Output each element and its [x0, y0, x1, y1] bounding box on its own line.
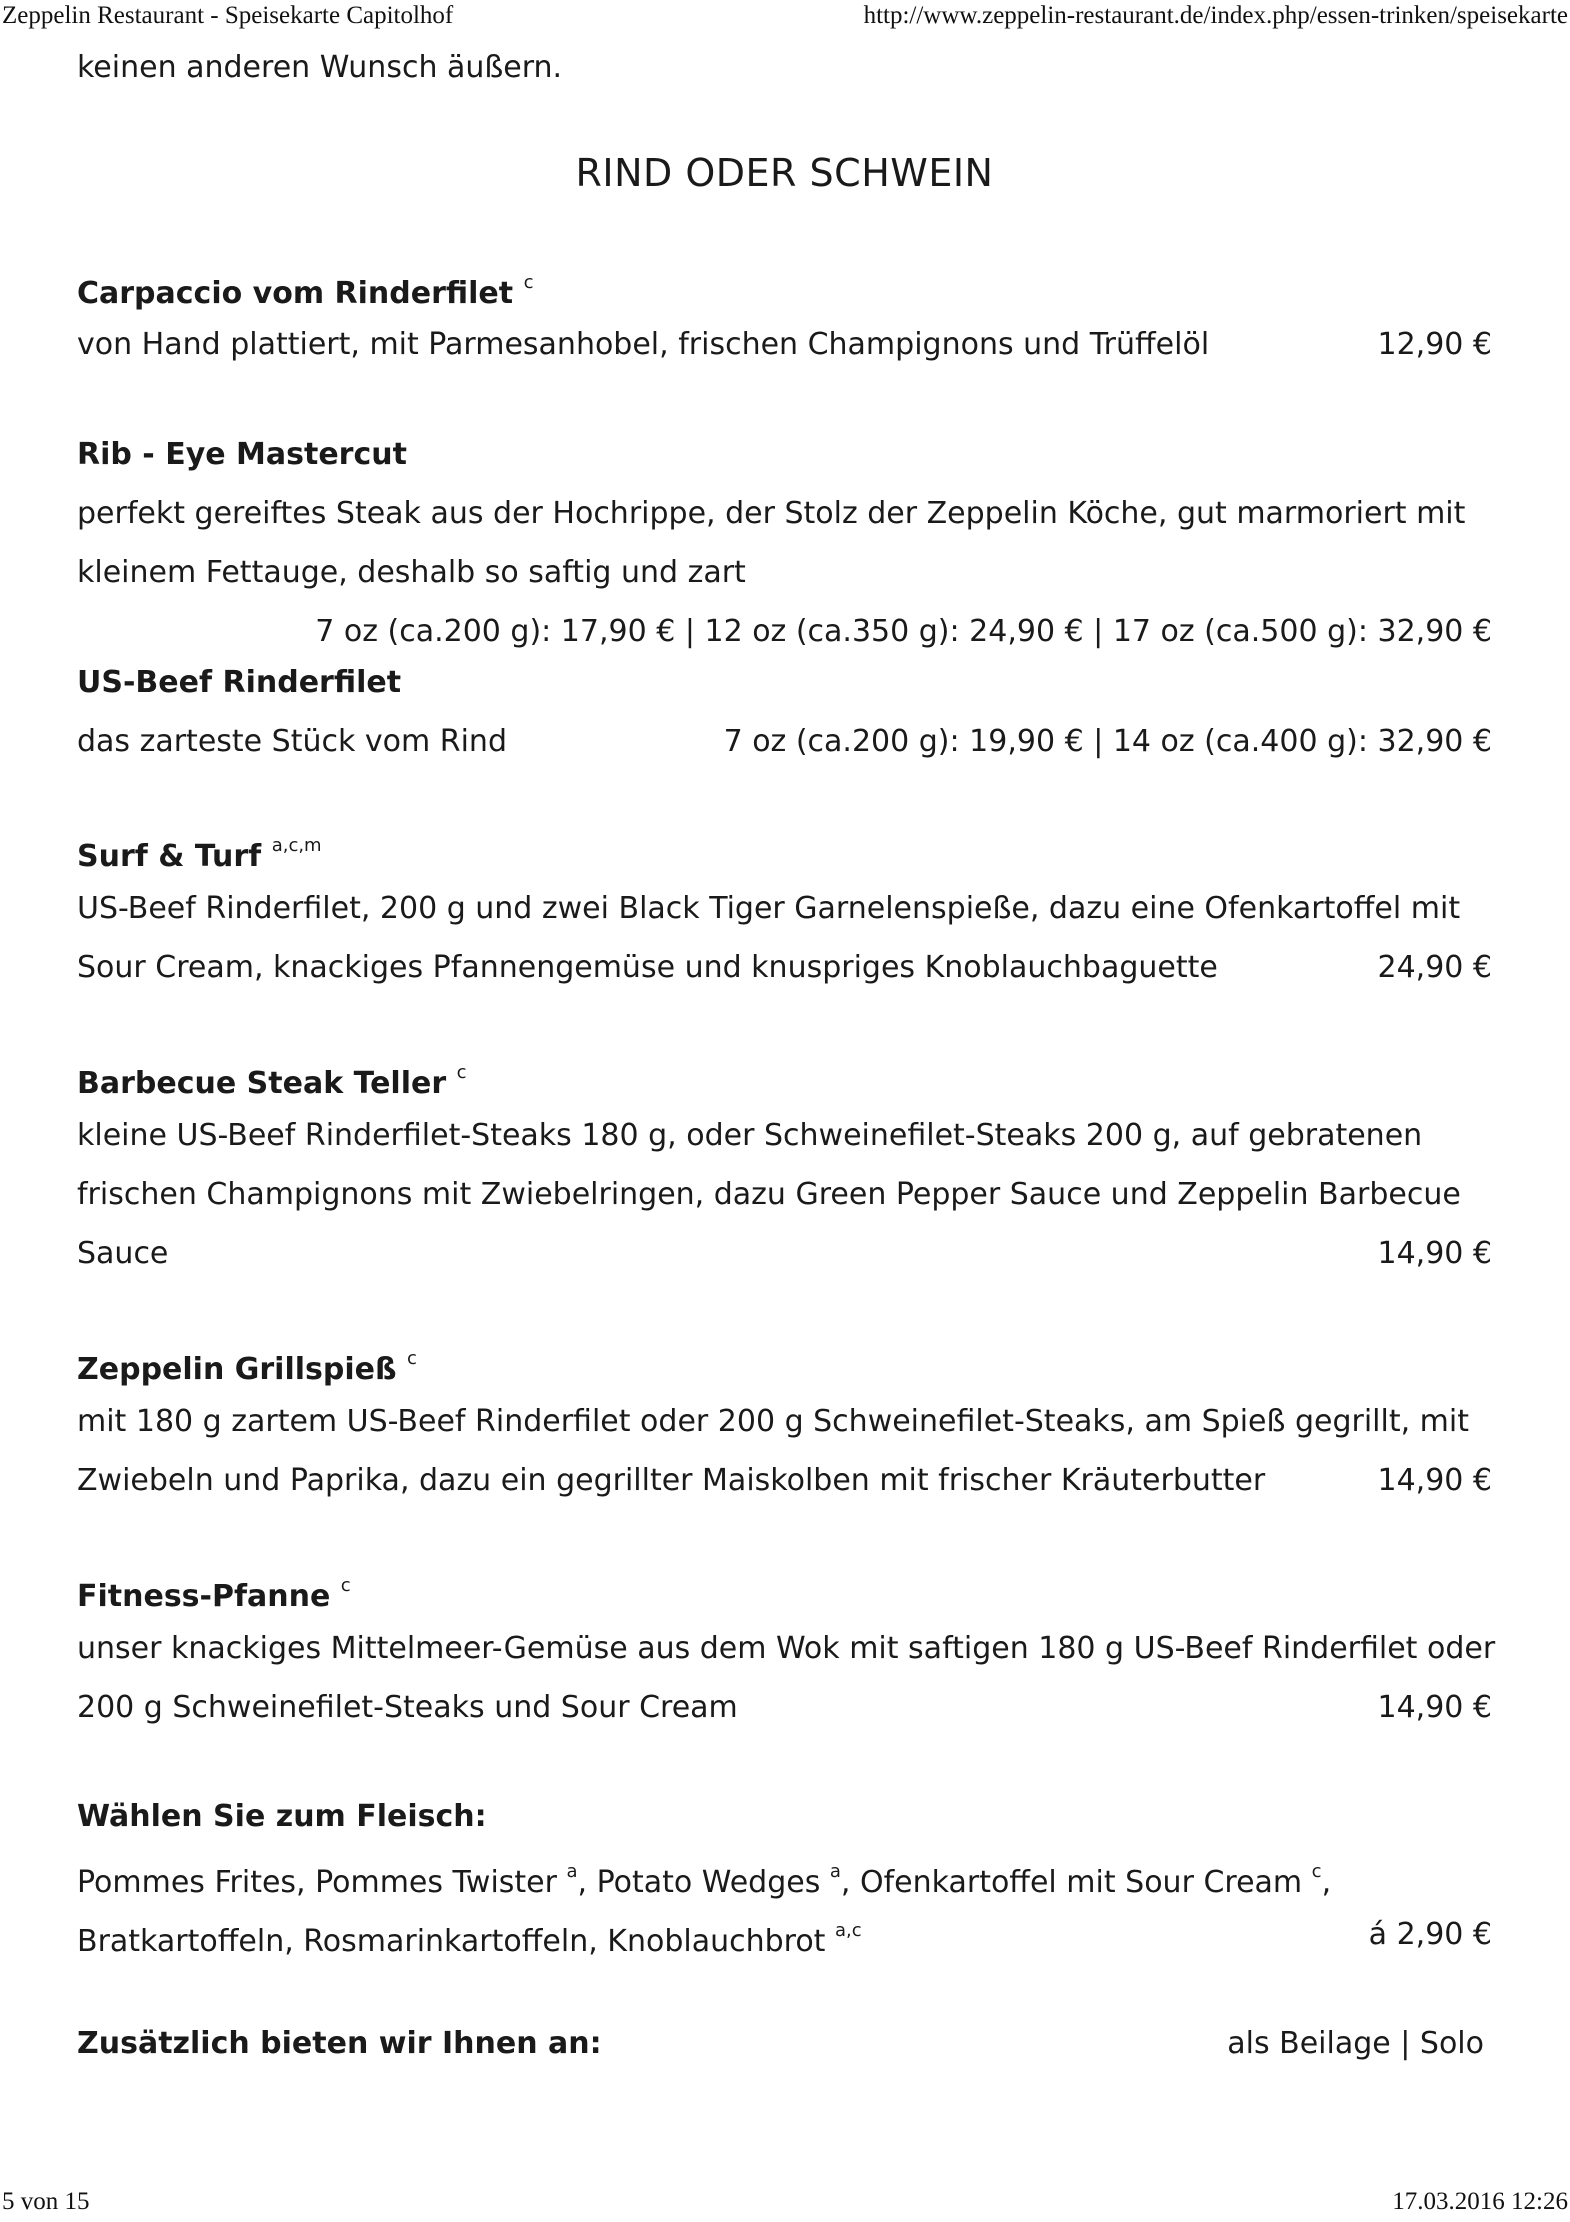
print-header-title: Zeppelin Restaurant - Speisekarte Capitolhof: [2, 2, 454, 29]
dish-description: frischen Champignons mit Zwiebelringen, dazu Green Pepper Sauce und Zeppelin Barbecue: [77, 1177, 1461, 1212]
dish-price: 7 oz (ca.200 g): 19,90 € | 14 oz (ca.400 g): 32,90 €: [723, 724, 1492, 759]
dish-title: [77, 663, 401, 703]
extras-columns: als Beilage | Solo: [1227, 2026, 1484, 2061]
allergen-marker: a,c,m: [271, 835, 322, 856]
side-text: ,: [1321, 1865, 1332, 1900]
print-footer: [0, 2186, 1570, 2220]
print-header-url[interactable]: http://www.zeppelin-restaurant.de/index.php/essen-trinken/speisekarte: [863, 2, 1568, 29]
dish-title: [77, 1570, 351, 1617]
dish-name: Carpaccio vom Rinderfilet: [77, 276, 514, 311]
sides-price: á 2,90 €: [1368, 1917, 1492, 1952]
dish-name: Surf & Turf: [77, 839, 262, 874]
dish-name: Zeppelin Grillspieß: [77, 1352, 397, 1387]
allergen-marker: c: [456, 1062, 467, 1083]
dish-name: Rib - Eye Mastercut: [77, 437, 407, 472]
side-text: , Ofenkartoffel mit Sour Cream: [840, 1865, 1312, 1900]
dish-price: 24,90 €: [1377, 950, 1492, 985]
allergen-marker: c: [523, 272, 534, 293]
dish-description: Sour Cream, knackiges Pfannengemüse und knuspriges Knoblauchbaguette: [77, 950, 1218, 985]
dish-title: [77, 1057, 467, 1104]
dish-price: 7 oz (ca.200 g): 17,90 € | 12 oz (ca.350 g): 24,90 € | 17 oz (ca.500 g): 32,90 €: [315, 614, 1492, 649]
dish-title: [77, 830, 322, 877]
dish-description: kleinem Fettauge, deshalb so saftig und zart: [77, 555, 746, 590]
dish-name: Barbecue Steak Teller: [77, 1066, 447, 1101]
print-header: [0, 0, 1570, 34]
dish-price: 14,90 €: [1377, 1690, 1492, 1725]
allergen-marker: a: [829, 1861, 841, 1882]
sides-line: [77, 1856, 1331, 1903]
allergen-marker: a,c: [834, 1920, 862, 1941]
extras-title: Zusätzlich bieten wir Ihnen an:: [77, 2026, 602, 2061]
dish-description: mit 180 g zartem US-Beef Rinderfilet oder 200 g Schweinefilet-Steaks, am Spieß gegrillt, mit: [77, 1404, 1469, 1439]
dish-description: US-Beef Rinderfilet, 200 g und zwei Black Tiger Garnelenspieße, dazu eine Ofenkartoffel mit: [77, 891, 1461, 926]
dish-title: [77, 1343, 417, 1390]
sides-title: Wählen Sie zum Fleisch:: [77, 1799, 487, 1834]
allergen-marker: c: [1311, 1861, 1322, 1882]
dish-price: 14,90 €: [1377, 1463, 1492, 1498]
dish-price: 12,90 €: [1377, 327, 1492, 362]
dish-description: Zwiebeln und Paprika, dazu ein gegrillter Maiskolben mit frischer Kräuterbutter: [77, 1463, 1266, 1498]
dish-title: [77, 267, 533, 314]
side-text: , Potato Wedges: [577, 1865, 830, 1900]
dish-description: 200 g Schweinefilet-Steaks und Sour Cream: [77, 1690, 738, 1725]
allergen-marker: c: [340, 1575, 351, 1596]
side-text: Bratkartoffeln, Rosmarinkartoffeln, Knoblauchbrot: [77, 1924, 835, 1959]
section-heading: RIND ODER SCHWEIN: [575, 151, 994, 195]
print-datetime: 17.03.2016 12:26: [1392, 2188, 1568, 2215]
dish-description: von Hand plattiert, mit Parmesanhobel, frischen Champignons und Trüffelöl: [77, 327, 1210, 362]
dish-name: Fitness-Pfanne: [77, 1579, 331, 1614]
dish-description: Sauce: [77, 1236, 169, 1271]
sides-line: [77, 1915, 862, 1962]
dish-name: US-Beef Rinderfilet: [77, 665, 402, 700]
dish-description: kleine US-Beef Rinderfilet-Steaks 180 g, oder Schweinefilet-Steaks 200 g, auf gebratenen: [77, 1118, 1423, 1153]
dish-title: [77, 435, 407, 475]
dish-description: unser knackiges Mittelmeer-Gemüse aus dem Wok mit saftigen 180 g US-Beef Rinderfilet oder: [77, 1631, 1496, 1666]
dish-description: perfekt gereiftes Steak aus der Hochrippe, der Stolz der Zeppelin Köche, gut marmoriert mit: [77, 496, 1466, 531]
dish-description: das zarteste Stück vom Rind: [77, 724, 507, 759]
page-number: 5 von 15: [2, 2188, 90, 2215]
allergen-marker: a: [566, 1861, 578, 1882]
intro-text: keinen anderen Wunsch äußern.: [77, 50, 563, 85]
dish-price: 14,90 €: [1377, 1236, 1492, 1271]
allergen-marker: c: [407, 1348, 417, 1369]
side-text: Pommes Frites, Pommes Twister: [77, 1865, 567, 1900]
